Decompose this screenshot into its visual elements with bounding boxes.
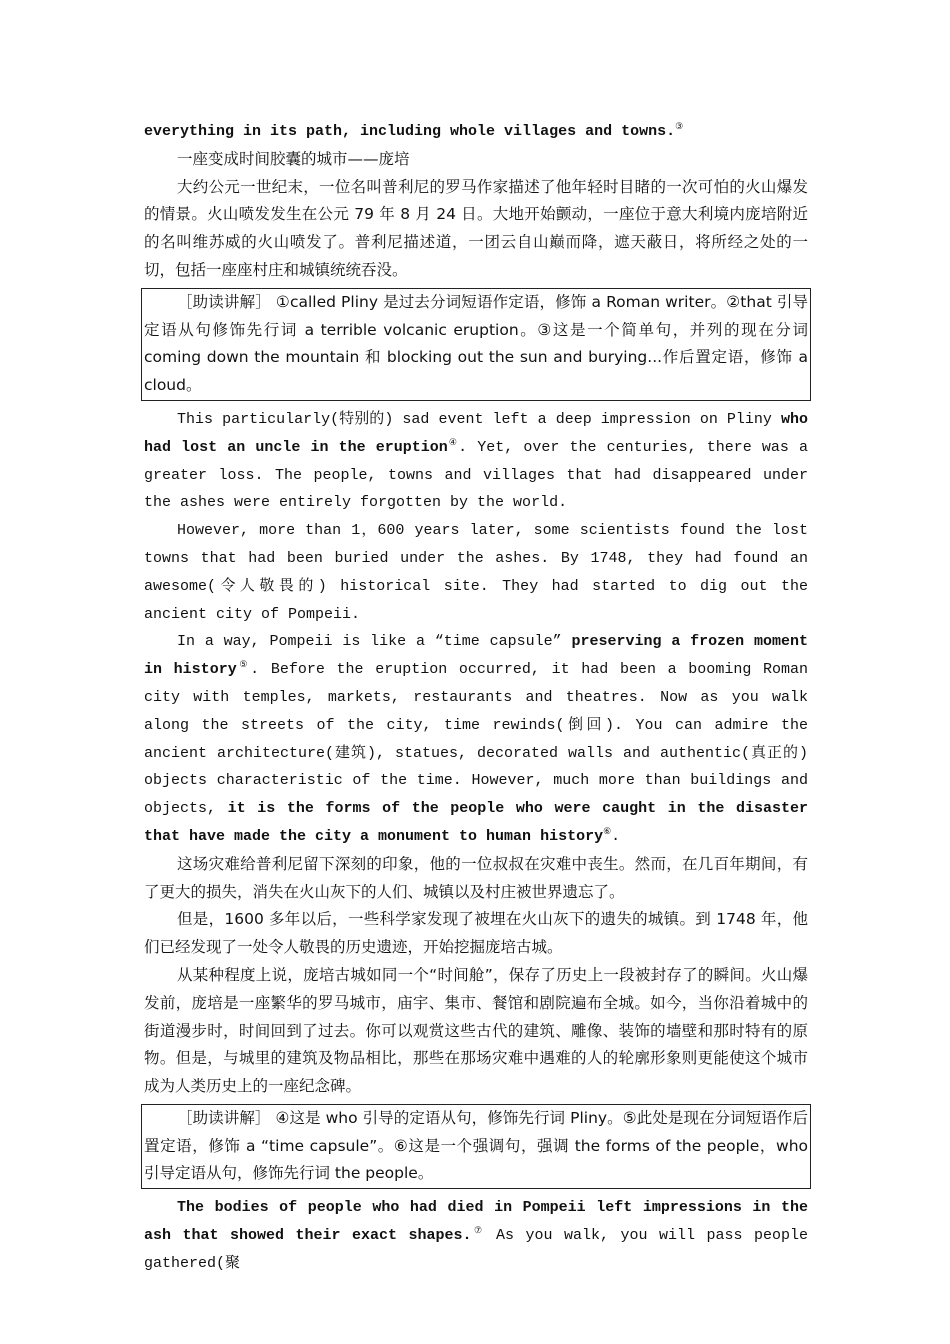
footnote-marker: ⑦	[471, 1226, 485, 1237]
reading-note-box-1	[141, 288, 811, 401]
reading-note-box-2	[141, 1104, 811, 1189]
english-paragraph-2	[144, 406, 808, 517]
text-run: In a way, Pompeii is like a “time capsule”	[177, 633, 572, 651]
reading-note-2: ［助读讲解］ ④这是 who 引导的定语从句，修饰先行词 Pliny。⑤此处是现在分词短语作后置定语，修饰 a “time capsule”。⑥这是一个强调句，强调 the forms of the people，who 引导定语从句，修饰先行词 the people。	[144, 1108, 808, 1183]
chinese-paragraph-3: 但是，1600 多年以后，一些科学家发现了被埋在火山灰下的遗失的城镇。到 1748 年，他们已经发现了一处令人敬畏的历史遗迹，开始挖掘庞培古城。	[144, 910, 808, 957]
chinese-title: 一座变成时间胶囊的城市——庞培	[177, 149, 410, 168]
english-paragraph-5	[144, 1194, 808, 1277]
text-run: As you walk, you will pass people gathered(聚	[144, 1227, 808, 1272]
bold-sentence: it is the forms of the people who were caught in the disaster that have made the city a monument to human history	[144, 800, 808, 845]
bold-phrase: preserving a frozen moment in history	[144, 633, 808, 679]
bold-sentence: The bodies of people who had died in Pompeii left impressions in the ash that showed their exact shapes.	[144, 1199, 808, 1245]
text-run: . Yet, over the centuries, there was a greater loss. The people, towns and villages that had disappeared under the ashes were entirely forgotten by the world.	[144, 438, 808, 512]
footnote-marker: ⑤	[236, 660, 251, 671]
bold-sentence: everything in its path, including whole villages and towns.	[144, 123, 676, 140]
chinese-paragraph-2: 这场灾难给普利尼留下深刻的印象，他的一位叔叔在灾难中丧生。然而，在几百年期间，有了更大的损失，消失在火山灰下的人们、城镇以及村庄被世界遗忘了。	[144, 854, 808, 901]
english-paragraph-3: However, more than 1，600 years later, some scientists found the lost towns that had been buried under the ashes. By 1748, they had found an awesome(令人敬畏的) historical site. They had started to dig out the ancient city of Pompeii.	[144, 522, 808, 623]
footnote-marker: ④	[447, 437, 459, 448]
text-run: .	[611, 827, 621, 845]
text-run: This particularly(特别的) sad event left a deep impression on Pliny	[177, 410, 781, 428]
reading-note-1: ［助读讲解］ ①called Pliny 是过去分词短语作定语，修饰 a Roman writer。②that 引导定语从句修饰先行词 a terrible volcanic eruption。③这是一个简单句，并列的现在分词 coming down the mountain 和 blocking out the sun and burying...作后置定语，修饰 a cloud。	[144, 292, 808, 395]
text-run: . Before the eruption occurred, it had been a booming Roman city with temples, markets, restaurants and theatres. Now as you walk along the streets of the city, time rewinds(倒回). You can admire the ancient architecture(建筑), statues, decorated walls and authentic(真正的) objects characteristic of the time. However, much more than buildings and objects,	[144, 661, 809, 818]
paragraph-1	[144, 118, 808, 146]
bold-clause: who had lost an uncle in the eruption	[144, 410, 808, 456]
chinese-paragraph-4: 从某种程度上说，庞培古城如同一个“时间舱”，保存了历史上一段被封存了的瞬间。火山爆发前，庞培是一座繁华的罗马城市，庙宇、集市、餐馆和剧院遍布全城。如今，当你沿着城中的街道漫步时，时间回到了过去。你可以观赏这些古代的建筑、雕像、装饰的墙壁和那时特有的原物。但是，与城里的建筑及物品相比，那些在那场灾难中遇难的人的轮廓形象则更能使这个城市成为人类历史上的一座纪念碑。	[144, 965, 808, 1096]
document-page	[144, 118, 808, 1278]
chinese-paragraph-1: 大约公元一世纪末，一位名叫普利尼的罗马作家描述了他年轻时目睹的一次可怕的火山爆发的情景。火山喷发发生在公元 79 年 8 月 24 日。大地开始颤动，一座位于意大利境内庞培附近的名叫维苏威的火山喷发了。普利尼描述道，一团云自山巅而降，遮天蔽日，将所经之处的一切，包括一座座村庄和城镇统统吞没。	[144, 177, 808, 279]
footnote-marker: ⑥	[603, 826, 612, 837]
footnote-marker: ③	[675, 122, 684, 132]
english-paragraph-4	[144, 628, 808, 850]
